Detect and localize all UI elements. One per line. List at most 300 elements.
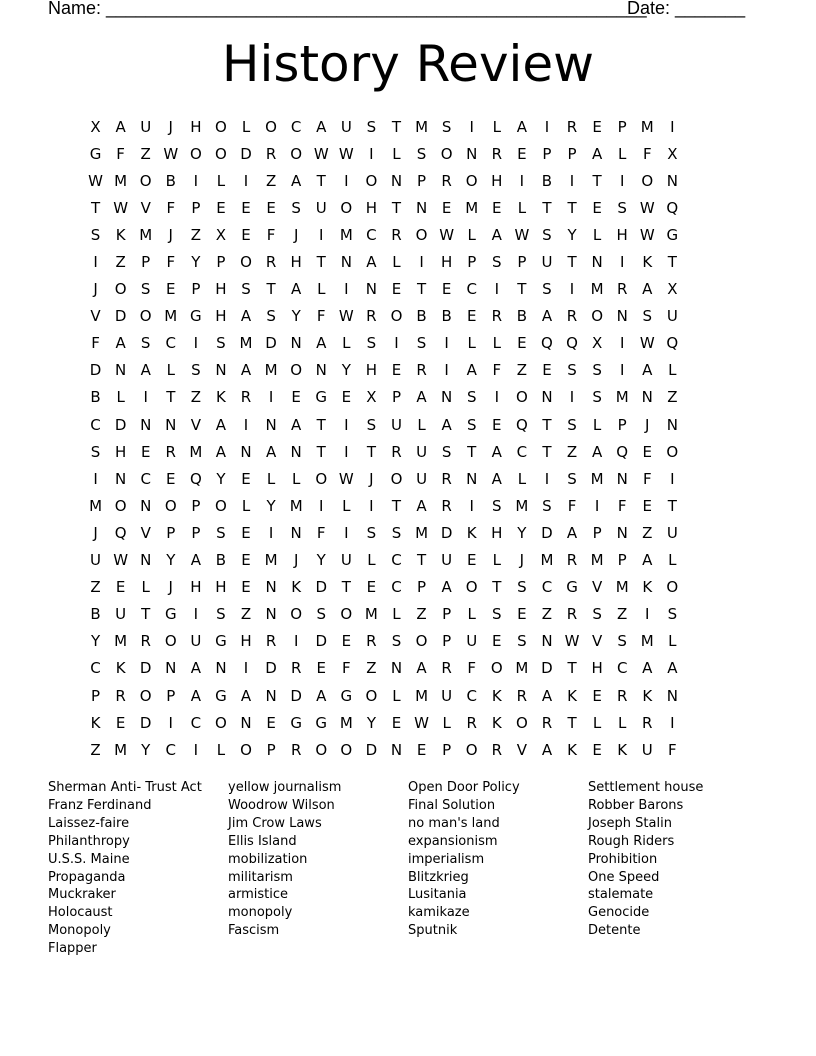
grid-letter: E xyxy=(115,578,126,597)
grid-letter: N xyxy=(115,469,127,488)
grid-letter: E xyxy=(241,198,251,217)
word-list-item: Philanthropy xyxy=(48,833,130,849)
grid-letter: A xyxy=(491,225,502,244)
grid-letter: L xyxy=(492,334,501,353)
grid-letter: A xyxy=(642,280,653,299)
grid-letter: F xyxy=(467,659,477,678)
grid-letter: J xyxy=(293,551,299,570)
grid-letter: S xyxy=(316,605,326,624)
grid-letter: I xyxy=(494,280,499,299)
grid-letter: P xyxy=(617,117,627,136)
grid-letter: F xyxy=(166,198,176,217)
word-list-item: Jim Crow Laws xyxy=(228,815,322,831)
grid-letter: I xyxy=(444,334,449,353)
grid-letter: O xyxy=(290,361,303,380)
grid-letter: P xyxy=(216,253,226,272)
grid-letter: D xyxy=(315,578,328,597)
grid-letter: U xyxy=(190,632,202,651)
grid-letter: S xyxy=(567,361,577,380)
grid-letter: O xyxy=(365,686,378,705)
grid-letter: R xyxy=(566,605,578,624)
grid-letter: S xyxy=(542,496,552,515)
grid-letter: X xyxy=(667,280,678,299)
grid-letter: L xyxy=(467,225,476,244)
grid-letter: Q xyxy=(541,334,553,353)
grid-letter: Z xyxy=(366,659,377,678)
grid-letter: S xyxy=(366,523,377,542)
grid-letter: S xyxy=(291,198,301,217)
grid-letter: L xyxy=(166,361,175,380)
grid-letter: H xyxy=(215,578,227,597)
grid-letter: J xyxy=(168,117,173,136)
grid-letter: I xyxy=(469,117,474,136)
word-list-column xyxy=(408,779,588,958)
grid-letter: I xyxy=(569,171,575,190)
grid-letter: O xyxy=(315,469,328,488)
grid-letter: N xyxy=(666,171,678,190)
grid-letter: A xyxy=(642,659,653,678)
grid-letter: L xyxy=(216,171,226,190)
grid-letter: I xyxy=(670,469,675,488)
grid-letter: F xyxy=(642,469,652,488)
grid-letter: C xyxy=(391,551,402,570)
grid-letter: K xyxy=(466,523,477,542)
grid-letter: W xyxy=(313,144,329,163)
grid-letter: S xyxy=(366,415,377,434)
grid-letter: A xyxy=(491,469,502,488)
grid-letter: V xyxy=(140,523,151,542)
grid-letter: Y xyxy=(341,361,351,380)
grid-letter: A xyxy=(441,578,452,597)
grid-letter: I xyxy=(243,171,249,190)
word-list xyxy=(48,779,768,958)
grid-letter: M xyxy=(415,523,429,542)
grid-letter: F xyxy=(617,496,627,515)
grid-letter: B xyxy=(90,388,101,407)
grid-letter: A xyxy=(491,442,502,461)
grid-letter: O xyxy=(139,307,152,326)
grid-letter: A xyxy=(541,740,553,759)
grid-letter: A xyxy=(667,659,678,678)
grid-letter: Y xyxy=(266,496,276,515)
grid-letter: Z xyxy=(566,442,578,461)
grid-letter: N xyxy=(215,659,227,678)
grid-letter: I xyxy=(544,469,550,488)
grid-letter: O xyxy=(641,171,654,190)
grid-letter: Y xyxy=(141,740,151,759)
grid-letter: N xyxy=(215,361,227,380)
grid-letter: E xyxy=(642,496,652,515)
grid-letter: X xyxy=(591,334,603,353)
grid-letter: G xyxy=(315,713,328,732)
grid-letter: I xyxy=(143,388,148,407)
grid-letter: W xyxy=(113,551,129,570)
grid-letter: T xyxy=(266,280,276,299)
grid-letter: D xyxy=(114,415,127,434)
grid-letter: H xyxy=(591,659,603,678)
grid-row xyxy=(83,411,735,438)
grid-letter: C xyxy=(90,659,101,678)
grid-letter: B xyxy=(441,307,452,326)
grid-letter: Z xyxy=(240,605,252,624)
grid-letter: M xyxy=(264,551,278,570)
grid-letter: B xyxy=(165,171,176,190)
grid-letter: E xyxy=(441,198,452,217)
grid-letter: I xyxy=(419,253,424,272)
grid-letter: S xyxy=(466,388,477,407)
grid-letter: D xyxy=(541,659,553,678)
grid-letter: E xyxy=(140,442,151,461)
grid-letter: E xyxy=(391,280,402,299)
grid-letter: A xyxy=(416,388,427,407)
grid-letter: S xyxy=(216,334,226,353)
name-field-line: Name: ______________________________________________________ xyxy=(48,0,647,18)
grid-letter: I xyxy=(519,171,525,190)
grid-letter: L xyxy=(517,198,527,217)
grid-letter: R xyxy=(416,361,427,380)
grid-letter: C xyxy=(391,578,402,597)
grid-letter: F xyxy=(342,659,351,678)
word-list-item: monopoly xyxy=(228,905,293,921)
grid-letter: W xyxy=(414,713,429,732)
grid-letter: O xyxy=(215,496,227,515)
grid-letter: E xyxy=(241,523,251,542)
grid-letter: I xyxy=(344,415,349,434)
grid-letter: M xyxy=(164,307,178,326)
grid-row xyxy=(83,330,735,357)
grid-letter: N xyxy=(591,253,603,272)
grid-letter: O xyxy=(465,171,478,190)
grid-letter: I xyxy=(243,415,249,434)
word-list-item: Sputnik xyxy=(408,923,458,939)
grid-letter: A xyxy=(240,307,252,326)
grid-letter: C xyxy=(165,740,177,759)
grid-letter: Z xyxy=(516,361,527,380)
grid-letter: I xyxy=(243,659,249,678)
grid-letter: A xyxy=(140,361,151,380)
grid-letter: X xyxy=(215,225,227,244)
grid-letter: U xyxy=(340,117,352,136)
grid-letter: A xyxy=(265,442,277,461)
grid-letter: H xyxy=(190,117,202,136)
grid-letter: I xyxy=(594,496,600,515)
grid-letter: J xyxy=(168,225,173,244)
grid-letter: Q xyxy=(515,415,528,434)
grid-letter: Y xyxy=(316,551,326,570)
grid-letter: L xyxy=(592,415,602,434)
grid-letter: D xyxy=(114,307,127,326)
grid-letter: N xyxy=(265,578,277,597)
word-list-item: Final Solution xyxy=(408,797,496,813)
grid-letter: K xyxy=(617,740,628,759)
grid-letter: C xyxy=(466,280,477,299)
grid-letter: Y xyxy=(517,523,527,542)
word-list-item: mobilization xyxy=(228,851,308,867)
grid-letter: K xyxy=(491,713,502,732)
word-list-item: Robber Barons xyxy=(588,797,684,813)
grid-letter: L xyxy=(392,605,401,624)
grid-letter: U xyxy=(416,469,428,488)
grid-letter: F xyxy=(316,523,326,542)
grid-letter: D xyxy=(139,659,152,678)
grid-letter: H xyxy=(365,361,378,380)
grid-letter: K xyxy=(567,740,577,759)
grid-letter: L xyxy=(241,496,251,515)
word-list-item: U.S.S. Maine xyxy=(48,851,130,867)
grid-letter: P xyxy=(417,171,427,190)
grid-letter: I xyxy=(619,253,625,272)
grid-letter: O xyxy=(666,442,679,461)
grid-letter: T xyxy=(416,280,427,299)
grid-letter: I xyxy=(619,171,625,190)
grid-letter: L xyxy=(618,144,627,163)
grid-letter: O xyxy=(390,469,403,488)
grid-letter: L xyxy=(116,388,125,407)
word-list-item: Laissez-faire xyxy=(48,815,130,831)
grid-letter: A xyxy=(240,686,252,705)
grid-letter: O xyxy=(290,605,303,624)
grid-letter: E xyxy=(341,632,352,651)
grid-letter: S xyxy=(366,117,377,136)
grid-letter: T xyxy=(592,171,602,190)
grid-letter: R xyxy=(541,713,553,732)
grid-letter: S xyxy=(642,307,653,326)
grid-row xyxy=(83,303,735,330)
grid-letter: G xyxy=(164,605,177,624)
grid-letter: O xyxy=(390,307,403,326)
grid-letter: T xyxy=(316,442,326,461)
word-list-item: Detente xyxy=(588,923,641,939)
grid-letter: R xyxy=(491,740,502,759)
grid-row xyxy=(83,547,735,574)
grid-letter: Z xyxy=(265,171,277,190)
grid-letter: Z xyxy=(416,605,427,624)
grid-letter: E xyxy=(216,198,226,217)
grid-letter: C xyxy=(190,713,202,732)
grid-letter: G xyxy=(666,225,679,244)
grid-letter: K xyxy=(567,686,577,705)
grid-letter: C xyxy=(616,659,628,678)
grid-letter: I xyxy=(93,469,98,488)
grid-letter: I xyxy=(469,496,474,515)
grid-letter: E xyxy=(416,740,427,759)
grid-letter: K xyxy=(291,578,302,597)
grid-letter: X xyxy=(90,117,101,136)
grid-letter: T xyxy=(391,198,402,217)
grid-letter: M xyxy=(89,496,103,515)
grid-letter: N xyxy=(165,415,177,434)
grid-letter: E xyxy=(542,361,552,380)
grid-letter: S xyxy=(466,415,477,434)
grid-letter: U xyxy=(541,253,553,272)
grid-letter: R xyxy=(290,740,302,759)
grid-letter: L xyxy=(417,415,426,434)
grid-letter: S xyxy=(492,605,502,624)
word-list-column xyxy=(48,779,228,958)
grid-letter: Q xyxy=(666,198,679,217)
grid-row xyxy=(83,736,735,763)
grid-letter: N xyxy=(290,334,302,353)
grid-letter: W xyxy=(338,469,354,488)
grid-letter: P xyxy=(617,551,627,570)
grid-letter: M xyxy=(139,225,153,244)
grid-letter: S xyxy=(216,605,226,624)
grid-row xyxy=(83,519,735,546)
grid-letter: M xyxy=(515,659,529,678)
date-field-line: Date: _______ xyxy=(627,0,746,18)
grid-letter: S xyxy=(567,469,577,488)
grid-letter: T xyxy=(542,442,552,461)
grid-letter: Y xyxy=(216,469,226,488)
grid-letter: L xyxy=(592,225,602,244)
grid-letter: M xyxy=(465,198,479,217)
grid-letter: D xyxy=(89,361,102,380)
grid-letter: N xyxy=(390,659,403,678)
grid-letter: P xyxy=(567,144,577,163)
grid-letter: C xyxy=(366,225,377,244)
grid-letter: I xyxy=(193,605,199,624)
grid-letter: O xyxy=(315,740,328,759)
grid-letter: U xyxy=(666,523,678,542)
grid-letter: A xyxy=(215,415,227,434)
grid-letter: K xyxy=(90,713,101,732)
grid-letter: J xyxy=(168,578,173,597)
grid-row xyxy=(83,655,735,682)
grid-letter: D xyxy=(440,523,453,542)
grid-letter: E xyxy=(316,659,326,678)
grid-letter: R xyxy=(290,659,302,678)
grid-letter: N xyxy=(541,632,553,651)
grid-letter: L xyxy=(492,117,501,136)
grid-row xyxy=(83,221,735,248)
grid-letter: G xyxy=(89,144,102,163)
grid-letter: C xyxy=(290,117,302,136)
grid-letter: N xyxy=(616,307,628,326)
grid-letter: S xyxy=(567,415,577,434)
grid-letter: O xyxy=(666,578,679,597)
grid-letter: S xyxy=(617,632,627,651)
grid-letter: Q xyxy=(114,523,127,542)
grid-letter: A xyxy=(642,551,653,570)
grid-letter: R xyxy=(491,144,502,163)
grid-letter: L xyxy=(668,551,677,570)
grid-letter: R xyxy=(566,117,578,136)
grid-letter: Q xyxy=(666,334,679,353)
grid-letter: T xyxy=(166,388,176,407)
grid-letter: V xyxy=(591,632,603,651)
grid-letter: W xyxy=(338,307,354,326)
grid-letter: A xyxy=(316,117,327,136)
grid-letter: G xyxy=(215,686,227,705)
grid-letter: I xyxy=(544,117,550,136)
grid-letter: G xyxy=(566,578,578,597)
grid-letter: M xyxy=(364,605,378,624)
grid-letter: L xyxy=(317,280,326,299)
grid-letter: F xyxy=(116,144,125,163)
grid-letter: K xyxy=(491,686,502,705)
grid-letter: O xyxy=(465,740,478,759)
grid-letter: I xyxy=(193,334,199,353)
word-list-item: Franz Ferdinand xyxy=(48,797,152,813)
grid-letter: T xyxy=(567,198,577,217)
grid-letter: T xyxy=(416,551,427,570)
grid-letter: Y xyxy=(291,307,301,326)
grid-letter: D xyxy=(265,334,277,353)
grid-letter: I xyxy=(670,117,675,136)
word-list-column xyxy=(228,779,408,958)
grid-letter: D xyxy=(365,740,378,759)
grid-letter: S xyxy=(517,578,527,597)
grid-letter: P xyxy=(191,496,201,515)
grid-letter: V xyxy=(190,415,201,434)
grid-letter: R xyxy=(516,686,528,705)
grid-letter: H xyxy=(240,632,252,651)
grid-letter: H xyxy=(491,523,503,542)
grid-letter: S xyxy=(592,605,602,624)
grid-letter: A xyxy=(466,361,477,380)
grid-letter: E xyxy=(517,605,527,624)
grid-letter: G xyxy=(315,388,328,407)
grid-letter: P xyxy=(542,144,552,163)
grid-letter: O xyxy=(215,117,227,136)
grid-letter: S xyxy=(191,361,201,380)
grid-letter: T xyxy=(316,171,326,190)
grid-letter: A xyxy=(516,117,527,136)
grid-letter: A xyxy=(366,253,377,272)
grid-letter: L xyxy=(492,551,501,570)
grid-letter: N xyxy=(466,469,478,488)
grid-letter: O xyxy=(139,686,152,705)
grid-letter: Y xyxy=(191,253,201,272)
grid-letter: S xyxy=(391,523,402,542)
word-list-item: Rough Riders xyxy=(588,833,675,849)
grid-letter: V xyxy=(591,578,603,597)
grid-letter: T xyxy=(567,659,577,678)
grid-letter: R xyxy=(441,469,452,488)
grid-row xyxy=(83,465,735,492)
grid-letter: U xyxy=(390,415,402,434)
page-title: History Review xyxy=(221,35,595,93)
grid-letter: L xyxy=(392,144,401,163)
grid-letter: Q xyxy=(189,469,202,488)
grid-letter: N xyxy=(140,496,152,515)
grid-letter: P xyxy=(166,686,176,705)
grid-letter: O xyxy=(139,171,152,190)
grid-letter: M xyxy=(540,551,554,570)
grid-letter: D xyxy=(541,523,553,542)
grid-letter: K xyxy=(642,253,653,272)
grid-letter: P xyxy=(517,253,527,272)
grid-letter: I xyxy=(193,740,199,759)
word-list-item: Holocaust xyxy=(48,905,113,921)
grid-letter: O xyxy=(490,659,503,678)
grid-letter: B xyxy=(215,551,227,570)
grid-letter: I xyxy=(93,253,98,272)
grid-letter: N xyxy=(666,686,678,705)
grid-letter: F xyxy=(642,144,652,163)
grid-letter: R xyxy=(391,442,402,461)
grid-letter: C xyxy=(466,686,477,705)
grid-letter: A xyxy=(115,117,126,136)
grid-letter: E xyxy=(341,388,352,407)
grid-letter: N xyxy=(641,388,653,407)
grid-letter: T xyxy=(667,496,677,515)
grid-letter: M xyxy=(515,496,529,515)
grid-letter: M xyxy=(339,713,353,732)
grid-letter: E xyxy=(592,198,602,217)
grid-letter: W xyxy=(639,334,655,353)
grid-letter: H xyxy=(491,171,503,190)
